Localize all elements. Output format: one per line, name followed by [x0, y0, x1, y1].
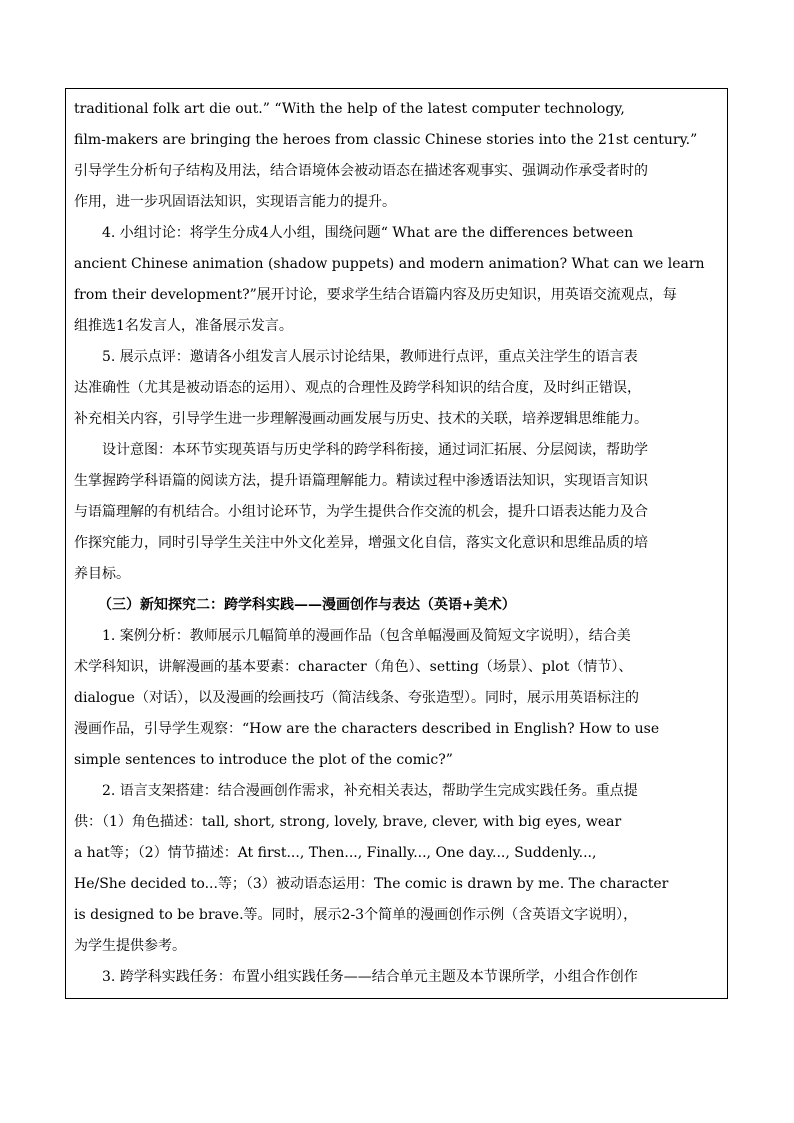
text-line: 供：（1）角色描述：tall, short, strong, lovely, brave, clever, with big eyes, wear — [74, 814, 622, 830]
text-line: 术学科知识，讲解漫画的基本要素：character（角色）、setting（场景）、plot（情节）、 — [74, 659, 633, 675]
text-line: from their development?”展开讨论，要求学生结合语篇内容及历史知识，用英语交流观点，每 — [74, 287, 677, 303]
text-line: traditional folk art die out.” “With the help of the latest computer technology, — [74, 101, 625, 117]
text-line: 养目标。 — [74, 566, 130, 582]
paragraph-5-start: 5. 展示点评：邀请各小组发言人展示讨论结果，教师进行点评，重点关注学生的语言表 — [102, 349, 638, 365]
text-line: 补充相关内容，引导学生进一步理解漫画动画发展与历史、技术的关联，培养逻辑思维能力。 — [74, 411, 648, 427]
text-line: 为学生提供参考。 — [74, 938, 186, 954]
text-line: 作用，进一步巩固语法知识，实现语言能力的提升。 — [74, 194, 396, 210]
text-line: 引导学生分析句子结构及用法，结合语境体会被动语态在描述客观事实、强调动作承受者时的 — [74, 163, 648, 179]
case-analysis-start: 1. 案例分析：教师展示几幅简单的漫画作品（包含单幅漫画及简短文字说明），结合美 — [102, 628, 631, 644]
text-line: He/She decided to...等；（3）被动语态运用：The comic is drawn by me. The character — [74, 876, 669, 892]
text-line: film-makers are bringing the heroes from classic Chinese stories into the 21st century.” — [74, 132, 698, 148]
text-line: ancient Chinese animation (shadow puppets) and modern animation? What can we learn — [74, 256, 705, 272]
design-intent-start: 设计意图：本环节实现英语与历史学科的跨学科衔接，通过词汇拓展、分层阅读，帮助学 — [102, 442, 648, 458]
practice-task-start: 3. 跨学科实践任务：布置小组实践任务——结合单元主题及本节课所学，小组合作创作 — [102, 969, 638, 985]
language-scaffold-start: 2. 语言支架搭建：结合漫画创作需求，补充相关表达，帮助学生完成实践任务。重点提 — [102, 783, 638, 799]
text-line: dialogue（对话），以及漫画的绘画技巧（简洁线条、夸张造型）。同时，展示用英语标注的 — [74, 690, 639, 706]
text-line: simple sentences to introduce the plot of the comic?” — [74, 752, 453, 768]
text-line: 生掌握跨学科语篇的阅读方法，提升语篇理解能力。精读过程中渗透语法知识，实现语言知识 — [74, 473, 648, 489]
text-line: a hat等；（2）情节描述：At first..., Then..., Finally..., One day..., Suddenly..., — [74, 845, 597, 861]
text-line: 组推选1名发言人，准备展示发言。 — [74, 318, 293, 334]
paragraph-4-start: 4. 小组讨论：将学生分成4人小组，围绕问题“ What are the differences between — [102, 225, 634, 241]
table-cell-frame — [65, 88, 728, 999]
text-line: 与语篇理解的有机结合。小组讨论环节，为学生提供合作交流的机会，提升口语表达能力及合 — [74, 504, 648, 520]
section-heading: （三）新知探究二：跨学科实践——漫画创作与表达（英语+美术） — [98, 597, 516, 613]
text-line: 作探究能力，同时引导学生关注中外文化差异，增强文化自信，落实文化意识和思维品质的培 — [74, 535, 648, 551]
text-line: 漫画作品，引导学生观察：“How are the characters described in English? How to use — [74, 721, 660, 737]
text-line: is designed to be brave.等。同时，展示2-3个简单的漫画创作示例（含英语文字说明）， — [74, 907, 638, 923]
text-line: 达准确性（尤其是被动语态的运用）、观点的合理性及跨学科知识的结合度，及时纠正错误， — [74, 380, 641, 396]
document-body — [74, 94, 719, 993]
